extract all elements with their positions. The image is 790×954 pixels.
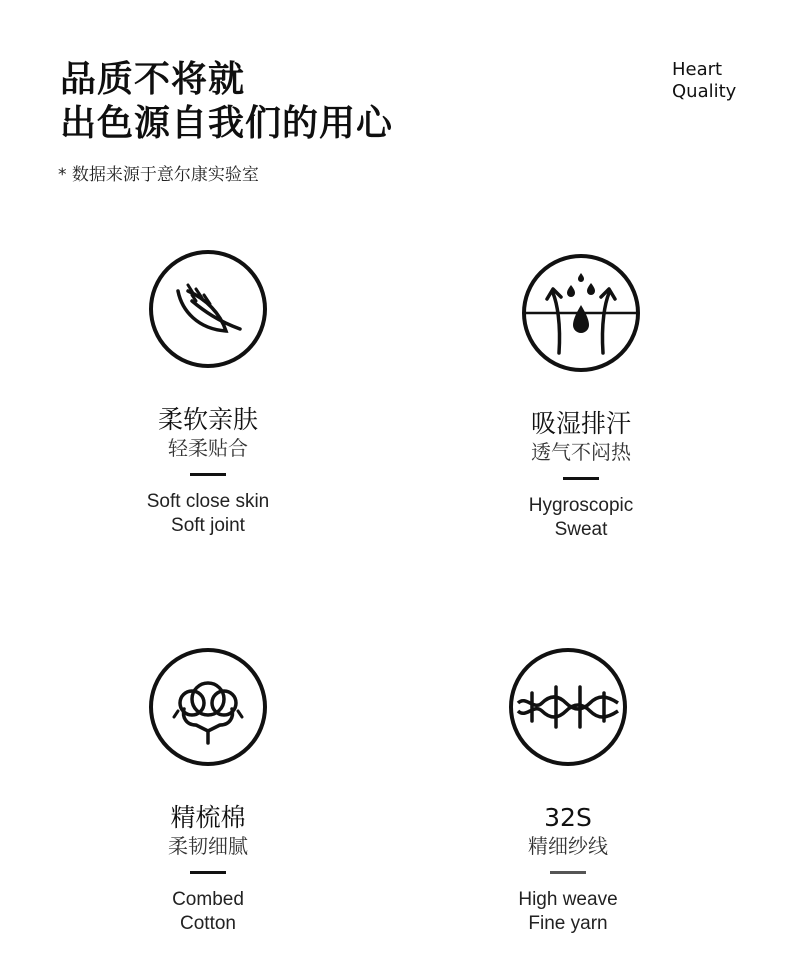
moisture-wicking-icon [521, 253, 641, 373]
feature-subtitle: 透气不闷热 [531, 440, 631, 464]
feature-title: 32S [544, 803, 592, 832]
feature-english [438, 888, 698, 936]
feature-english [78, 888, 338, 936]
divider [190, 871, 226, 874]
tagline [672, 59, 736, 103]
feature-title: 吸湿排汗 [530, 409, 631, 438]
tagline-line-1: Heart [672, 59, 723, 80]
feature-moisture [451, 253, 711, 542]
feature-english [78, 490, 338, 538]
data-source-note: * 数据来源于意尔康实验室 [58, 165, 259, 185]
feature-english-line-1: Soft close skin [146, 491, 270, 512]
divider [190, 473, 226, 476]
feature-subtitle: 精细纱线 [528, 834, 608, 858]
headline-line-1: 品质不将就 [60, 59, 246, 100]
weave-yarn-icon [508, 647, 628, 767]
feature-english [451, 494, 711, 542]
headline [60, 58, 393, 146]
feature-soft [78, 249, 338, 538]
divider [563, 477, 599, 480]
divider [550, 871, 586, 874]
feature-english-line-2: Soft joint [171, 515, 245, 536]
feature-english-line-1: Hygroscopic [528, 495, 634, 516]
feature-title: 柔软亲肤 [157, 405, 258, 434]
headline-line-2: 出色源自我们的用心 [60, 103, 394, 144]
feature-english-line-2: Sweat [554, 519, 608, 540]
feature-english-line-1: High weave [518, 889, 618, 910]
feature-yarn [438, 647, 698, 936]
feature-subtitle: 轻柔贴合 [168, 436, 248, 460]
feature-english-line-2: Fine yarn [528, 913, 608, 934]
leaf-icon [148, 249, 268, 369]
feature-subtitle: 柔韧细腻 [168, 834, 248, 858]
cotton-flower-icon [148, 647, 268, 767]
feature-cotton [78, 647, 338, 936]
feature-title: 精梳棉 [170, 803, 246, 832]
feature-english-line-2: Cotton [180, 913, 236, 934]
tagline-line-2: Quality [672, 81, 737, 102]
feature-english-line-1: Combed [172, 889, 244, 910]
